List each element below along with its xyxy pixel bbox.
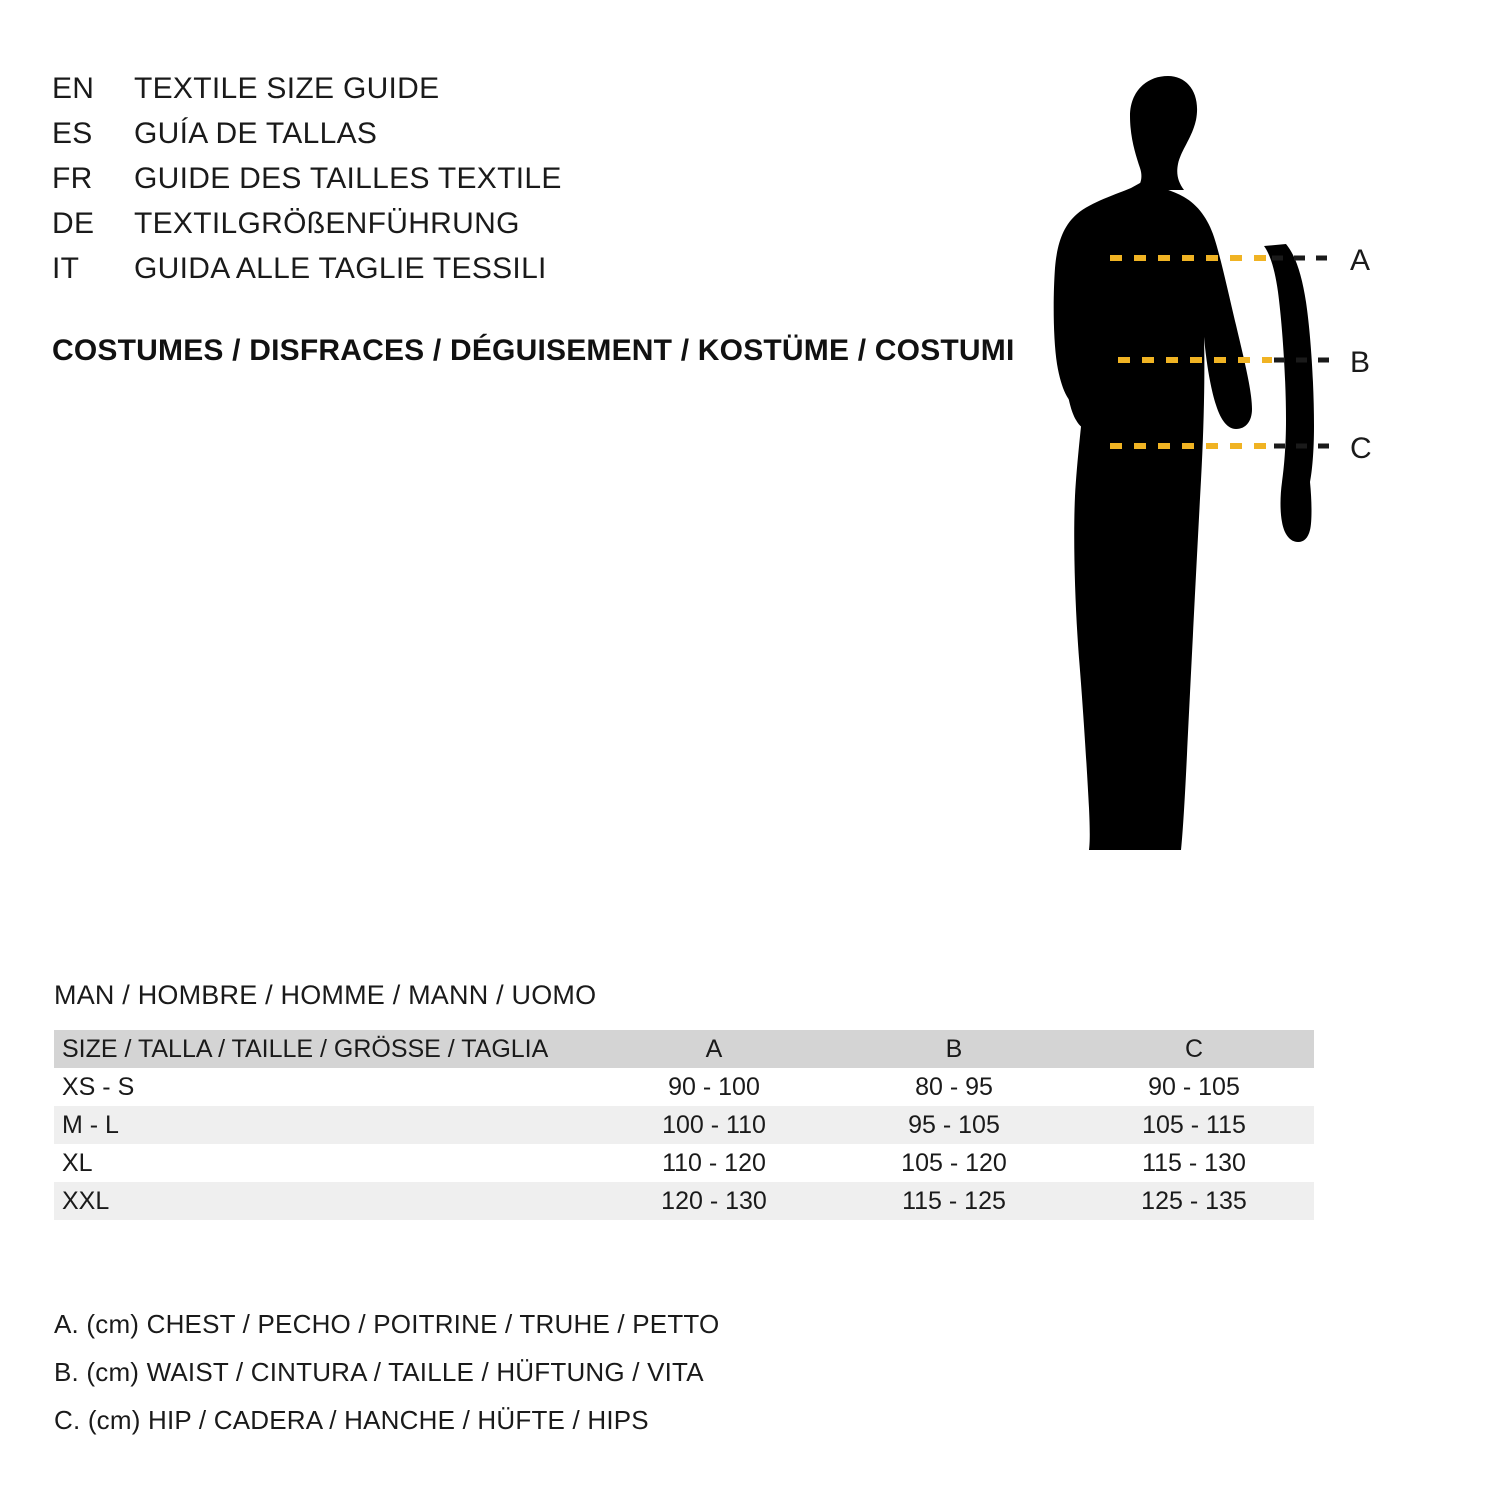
language-text-en: TEXTILE SIZE GUIDE	[134, 72, 440, 105]
language-text-de: TEXTILGRÖßENFÜHRUNG	[134, 207, 520, 240]
cell-b: 105 - 120	[901, 1148, 1007, 1177]
measurement-notes	[54, 1300, 1254, 1444]
language-row-en	[52, 72, 1052, 117]
cell-c: 105 - 115	[1142, 1110, 1246, 1139]
language-text-es: GUÍA DE TALLAS	[134, 117, 378, 150]
language-row-es	[52, 117, 1052, 162]
language-header-block	[52, 72, 1052, 297]
table-header-row	[54, 1030, 1314, 1068]
male-figure-silhouette	[1054, 76, 1314, 850]
language-row-fr	[52, 162, 1052, 207]
cell-size: XXL	[62, 1186, 110, 1215]
note-hip: C. (cm) HIP / CADERA / HANCHE / HÜFTE / HIPS	[54, 1405, 649, 1435]
cell-b: 80 - 95	[915, 1072, 993, 1101]
cell-c: 90 - 105	[1148, 1072, 1240, 1101]
column-header-b: B	[945, 1034, 963, 1063]
table-group-title: MAN / HOMBRE / HOMME / MANN / UOMO	[54, 980, 597, 1010]
column-header-a: A	[705, 1034, 723, 1063]
size-table	[54, 1030, 1314, 1220]
marker-label-c: C	[1350, 432, 1372, 465]
table-row	[54, 1106, 1314, 1144]
table-row	[54, 1068, 1314, 1106]
language-text-fr: GUIDE DES TAILLES TEXTILE	[134, 162, 562, 195]
table-row	[54, 1144, 1314, 1182]
marker-label-a: A	[1350, 244, 1371, 277]
column-header-c: C	[1184, 1034, 1204, 1063]
cell-b: 115 - 125	[902, 1186, 1006, 1215]
category-line: COSTUMES / DISFRACES / DÉGUISEMENT / KOSTÜME / COSTUMI	[52, 334, 1015, 367]
language-row-it	[52, 252, 1052, 297]
cell-size: XL	[62, 1148, 93, 1177]
note-chest: A. (cm) CHEST / PECHO / POITRINE / TRUHE / PETTO	[54, 1309, 720, 1339]
language-row-de	[52, 207, 1052, 252]
table-row	[54, 1182, 1314, 1220]
language-code-en: EN	[52, 72, 95, 105]
cell-a: 120 - 130	[661, 1186, 767, 1215]
cell-c: 125 - 135	[1141, 1186, 1247, 1215]
cell-b: 95 - 105	[908, 1110, 1000, 1139]
cell-a: 110 - 120	[662, 1148, 766, 1177]
cell-a: 90 - 100	[668, 1072, 760, 1101]
marker-label-b: B	[1350, 346, 1371, 379]
language-code-it: IT	[52, 252, 80, 285]
language-code-es: ES	[52, 117, 93, 150]
cell-size: XS - S	[62, 1072, 135, 1101]
language-code-de: DE	[52, 207, 95, 240]
language-text-it: GUIDA ALLE TAGLIE TESSILI	[134, 252, 547, 285]
cell-a: 100 - 110	[662, 1110, 766, 1139]
cell-size: M - L	[62, 1110, 119, 1139]
note-waist: B. (cm) WAIST / CINTURA / TAILLE / HÜFTUNG / VITA	[54, 1357, 704, 1387]
language-code-fr: FR	[52, 162, 93, 195]
figure-illustration	[1000, 30, 1470, 930]
column-header-size: SIZE / TALLA / TAILLE / GRÖSSE / TAGLIA	[62, 1034, 549, 1063]
cell-c: 115 - 130	[1142, 1148, 1246, 1177]
